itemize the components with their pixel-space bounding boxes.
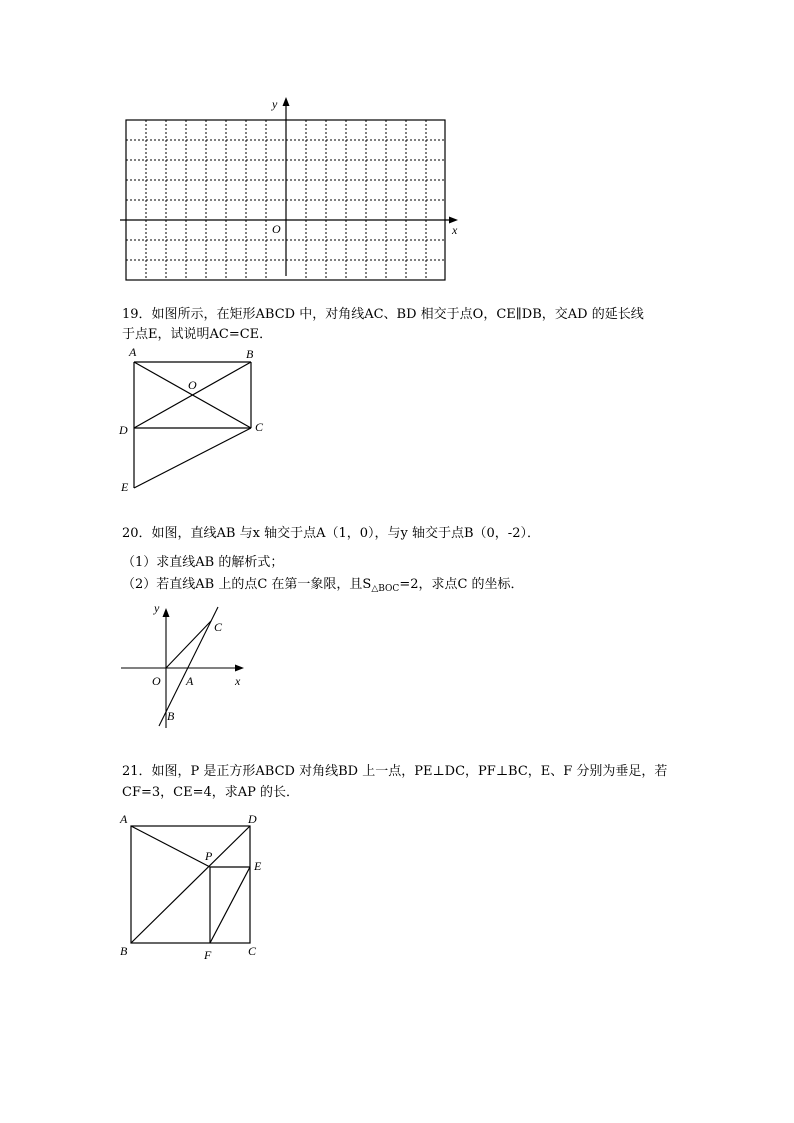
point-o-label: O	[188, 378, 197, 392]
segment-ap	[131, 826, 213, 867]
fig20-a-label: A	[186, 674, 194, 688]
problem-21-text-line1: 21．如图，P 是正方形ABCD 对角线BD 上一点，PE⊥DC，PF⊥BC，E、F 分别为垂足，若	[122, 764, 668, 779]
problem-19-text-line2: 于点E，试说明AC=CE．	[122, 327, 273, 342]
problem-20-part2-after: =2，求点C 的坐标．	[399, 577, 524, 592]
problem-20-part2-subscript: △BOC	[371, 584, 400, 594]
segment-ef	[210, 867, 250, 943]
fig21-e-label: E	[254, 859, 262, 873]
point-b-label: B	[246, 347, 254, 361]
point-e-label: E	[121, 480, 129, 494]
fig20-c-label: C	[214, 620, 223, 634]
fig21-p-label: P	[205, 849, 213, 863]
diagonal-bd	[131, 826, 250, 943]
problem-20-part1: （1）求直线AB 的解析式；	[122, 555, 284, 570]
point-d-label: D	[119, 423, 128, 437]
fig20-b-label: B	[167, 709, 175, 723]
fig20-y-label: y	[154, 601, 160, 615]
point-c-label: C	[255, 420, 264, 434]
fig20-o-label: O	[152, 674, 161, 688]
grid-x-axis-label: x	[452, 223, 458, 237]
problem-20-part2-before: （2）若直线AB 上的点C 在第一象限，且S	[122, 577, 372, 592]
problem-20-text-line1: 20．如图，直线AB 与x 轴交于点A（1，0），与y 轴交于点B（0，-2）．	[122, 526, 540, 541]
fig21-b-label: B	[120, 944, 128, 958]
fig20-x-label: x	[235, 674, 241, 688]
fig21-a-label: A	[120, 812, 128, 826]
point-a-label: A	[129, 345, 137, 359]
problem-21-text-line2: CF=3，CE=4，求AP 的长．	[122, 785, 299, 800]
fig21-f-label: F	[204, 948, 212, 962]
grid-origin-label: O	[272, 222, 281, 236]
grid-y-axis-label: y	[272, 97, 278, 111]
fig21-d-label: D	[248, 812, 257, 826]
fig21-c-label: C	[248, 944, 257, 958]
problem-19-text-line1: 19．如图所示，在矩形ABCD 中，对角线AC、BD 相交于点O，CE∥DB，交AD 的延长线	[122, 307, 644, 322]
